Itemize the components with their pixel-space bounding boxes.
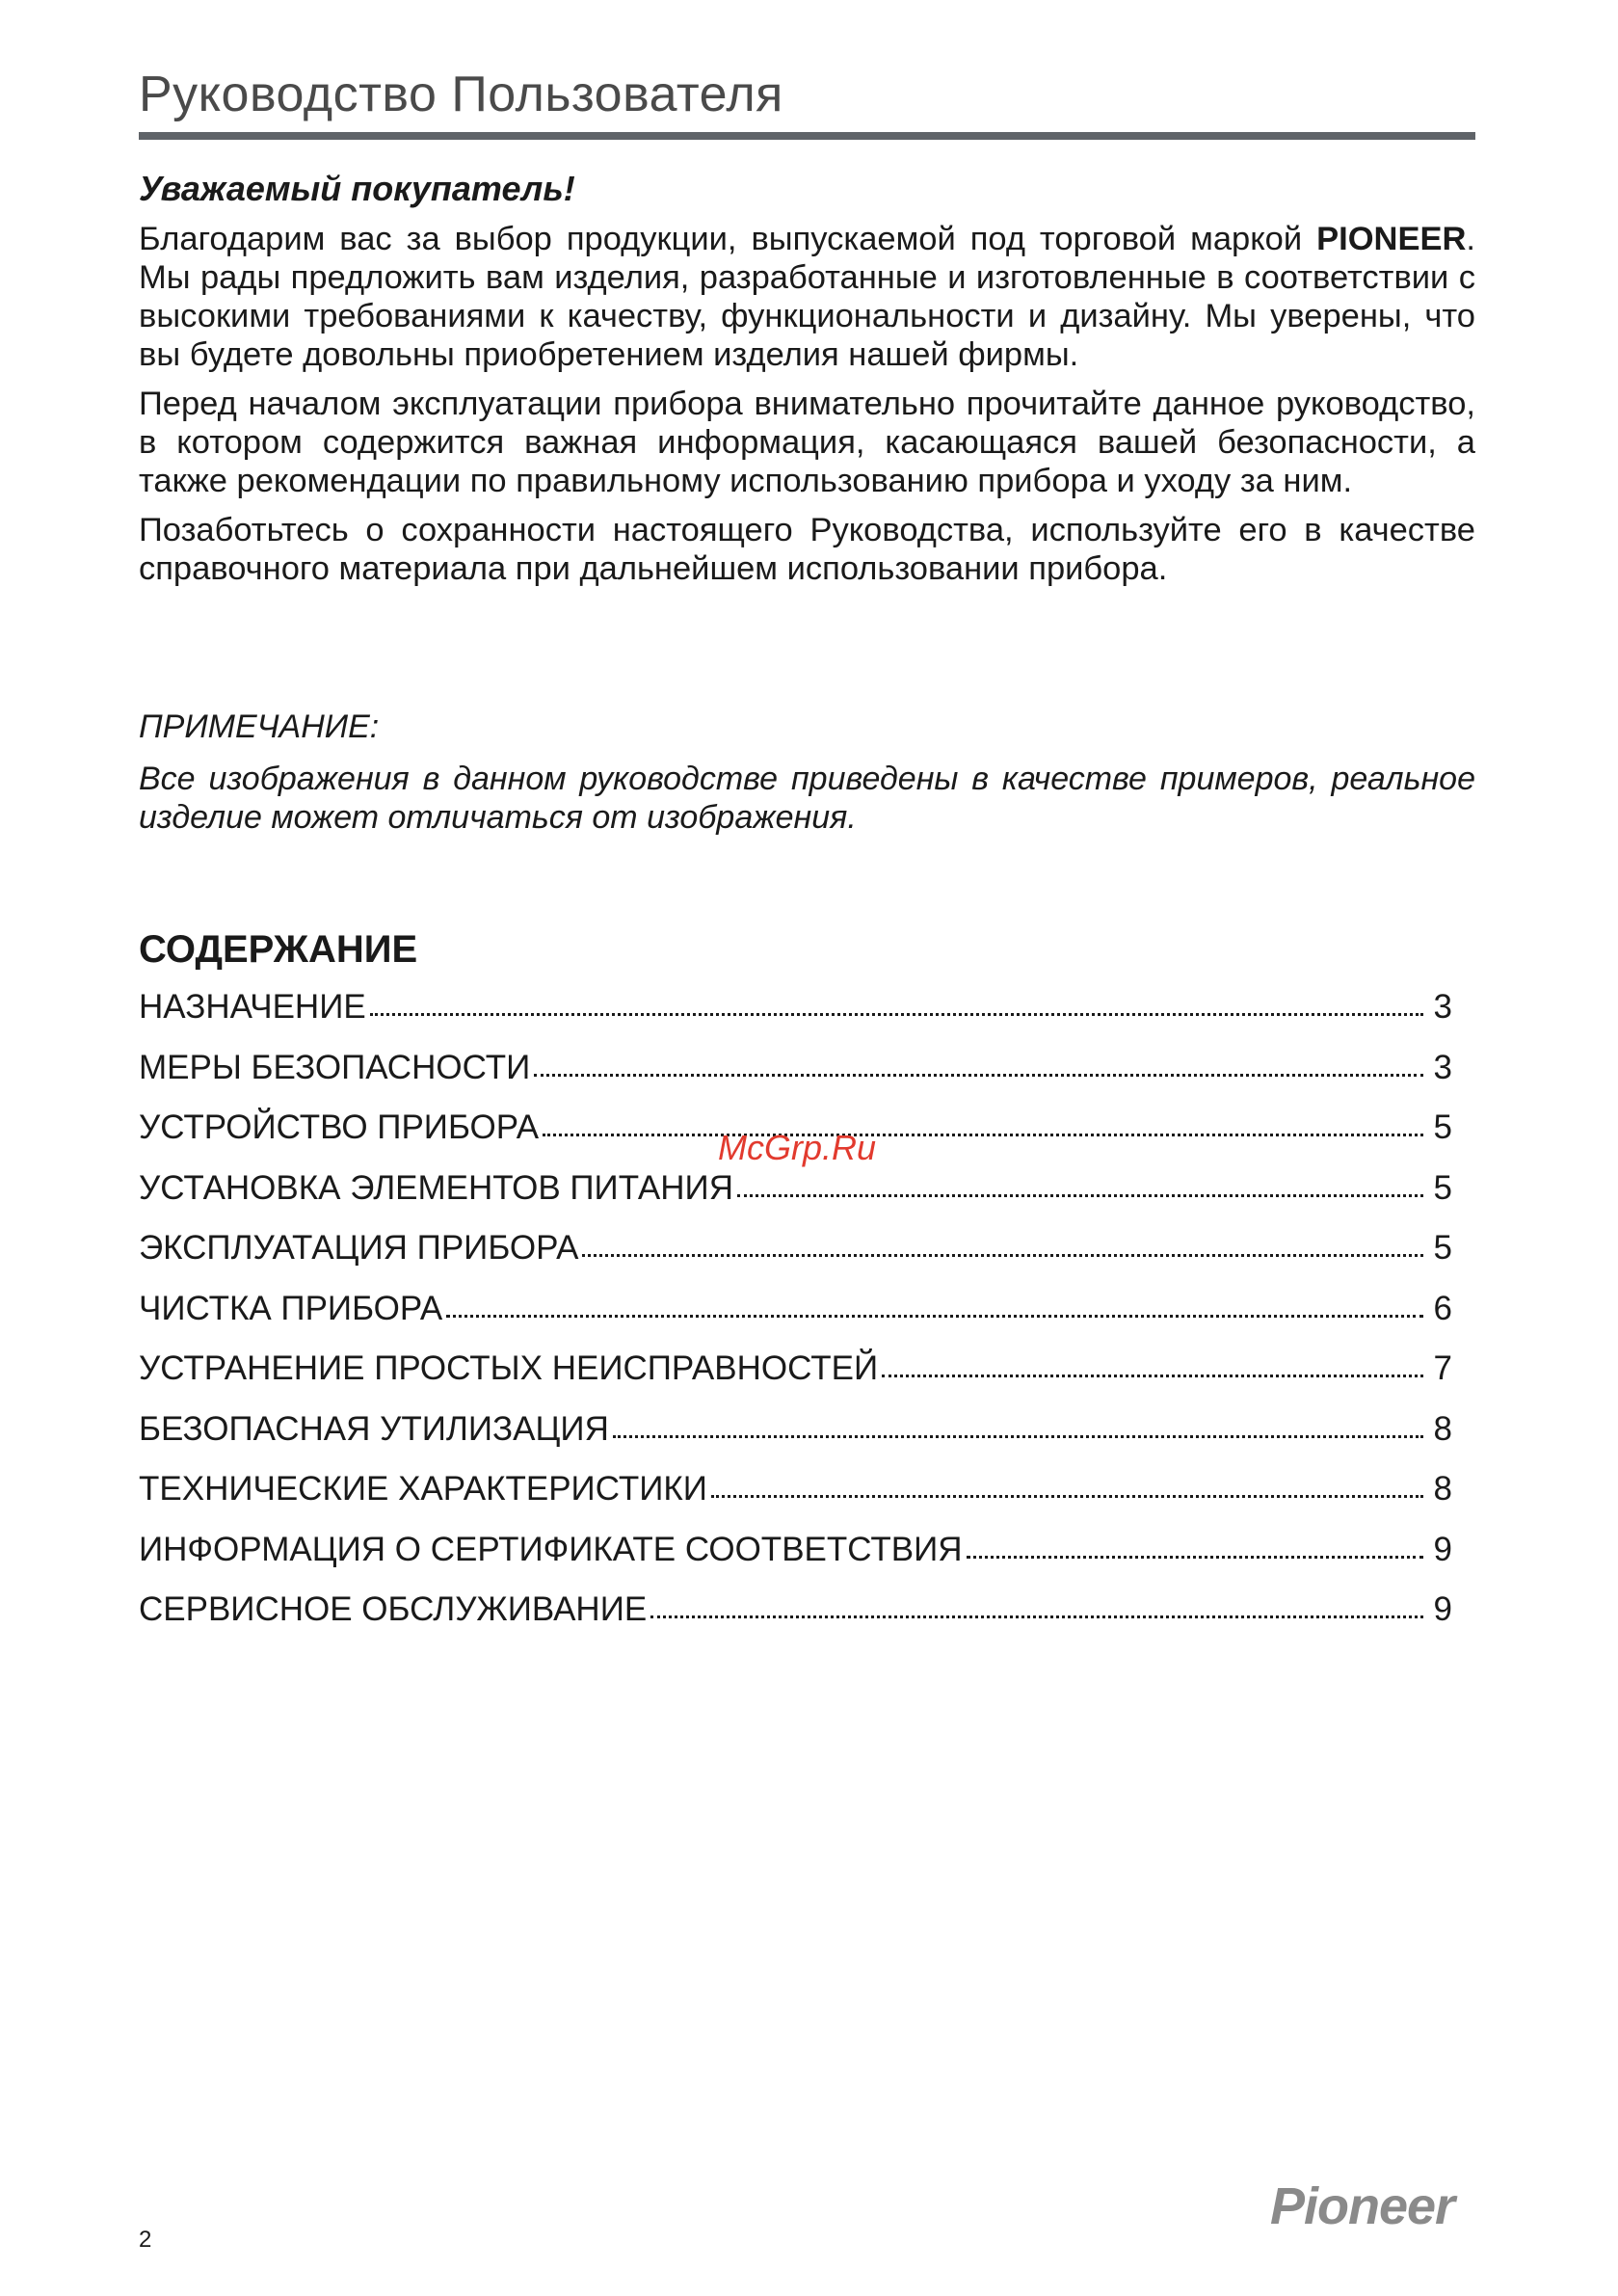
toc-leader-dots — [582, 1254, 1423, 1257]
toc-item[interactable] — [139, 1169, 1452, 1230]
watermark: McGrp.Ru — [718, 1128, 877, 1167]
toc-heading: СОДЕРЖАНИЕ — [139, 928, 418, 971]
page-title: Руководство Пользователя — [139, 67, 783, 122]
toc-leader-dots — [446, 1315, 1423, 1318]
brand-logo: Pioneer — [1270, 2177, 1455, 2235]
toc-item-title: УСТРАНЕНИЕ ПРОСТЫХ НЕИСПРАВНОСТЕЙ — [139, 1349, 879, 1387]
toc-item-title: УСТАНОВКА ЭЛЕМЕНТОВ ПИТАНИЯ — [139, 1168, 733, 1207]
toc-item[interactable] — [139, 1349, 1452, 1410]
toc-item-title: ЧИСТКА ПРИБОРА — [139, 1289, 443, 1327]
toc-item[interactable] — [139, 988, 1452, 1049]
toc-item-page: 9 — [1433, 1530, 1452, 1568]
intro-paragraph-2: Перед началом эксплуатации прибора внимательно прочитайте данное руководство, в котором содержится важная информация, касающаяся вашей безопасности, а также рекомендации по правильному использованию прибора и уходу за ним. — [139, 386, 1475, 499]
toc-leader-dots — [543, 1134, 1423, 1136]
toc-item-page: 5 — [1433, 1168, 1452, 1207]
intro-paragraph-3: Позаботьтесь о сохранности настоящего Руководства, используйте его в качестве справочного материала при дальнейшем использовании прибора. — [139, 512, 1475, 587]
note-text: Все изображения в данном руководстве приведены в качестве примеров, реальное изделие может отличаться от изображения. — [139, 761, 1475, 836]
toc-item[interactable] — [139, 1410, 1452, 1471]
toc-leader-dots — [967, 1556, 1423, 1559]
toc-leader-dots — [650, 1615, 1423, 1618]
intro-text — [139, 220, 1475, 588]
brand-name: PIONEER — [1316, 221, 1467, 257]
toc-leader-dots — [613, 1435, 1423, 1438]
toc-item[interactable] — [139, 1229, 1452, 1290]
title-divider — [139, 132, 1475, 140]
toc-item-page: 9 — [1433, 1590, 1452, 1628]
toc-item-page: 6 — [1433, 1289, 1452, 1327]
toc-leader-dots — [534, 1074, 1423, 1077]
table-of-contents — [139, 988, 1452, 1651]
toc-item-page: 3 — [1433, 988, 1452, 1026]
toc-item-title: НАЗНАЧЕНИЕ — [139, 988, 366, 1026]
toc-item-title: МЕРЫ БЕЗОПАСНОСТИ — [139, 1048, 531, 1086]
toc-item[interactable] — [139, 1531, 1452, 1591]
intro-paragraph-1-end: . Мы рады предложить вам изделия, разработанные и изготовленные в соответствии с высокими требованиями к качеству, функциональности и дизайну. Мы уверены, что вы будете довольны приобретением изделия нашей фирмы. — [139, 221, 1475, 373]
toc-item[interactable] — [139, 1290, 1452, 1350]
toc-item-page: 7 — [1433, 1349, 1452, 1387]
toc-item-title: ЭКСПЛУАТАЦИЯ ПРИБОРА — [139, 1229, 579, 1267]
toc-item-title: УСТРОЙСТВО ПРИБОРА — [139, 1108, 540, 1146]
toc-item-page: 8 — [1433, 1409, 1452, 1448]
greeting-heading: Уважаемый покупатель! — [139, 169, 575, 208]
toc-item-page: 5 — [1433, 1229, 1452, 1267]
toc-leader-dots — [711, 1495, 1423, 1498]
page-number: 2 — [139, 2227, 152, 2253]
toc-item[interactable] — [139, 1590, 1452, 1651]
toc-item-title: ИНФОРМАЦИЯ О СЕРТИФИКАТЕ СООТВЕТСТВИЯ — [139, 1530, 963, 1568]
toc-item-title: БЕЗОПАСНАЯ УТИЛИЗАЦИЯ — [139, 1409, 609, 1448]
toc-leader-dots — [370, 1013, 1423, 1016]
intro-paragraph-1-start: Благодарим вас за выбор продукции, выпускаемой под торговой маркой — [139, 221, 1317, 257]
intro-paragraph-1 — [139, 220, 1475, 374]
toc-item-title: СЕРВИСНОЕ ОБСЛУЖИВАНИЕ — [139, 1590, 648, 1628]
toc-item-page: 3 — [1433, 1048, 1452, 1086]
toc-item[interactable] — [139, 1049, 1452, 1109]
toc-leader-dots — [737, 1194, 1423, 1197]
toc-item[interactable] — [139, 1470, 1452, 1531]
toc-leader-dots — [882, 1375, 1423, 1377]
toc-item-page: 5 — [1433, 1108, 1452, 1146]
toc-item-title: ТЕХНИЧЕСКИЕ ХАРАКТЕРИСТИКИ — [139, 1470, 707, 1508]
note-label: ПРИМЕЧАНИЕ: — [139, 708, 380, 745]
toc-item-page: 8 — [1433, 1470, 1452, 1508]
